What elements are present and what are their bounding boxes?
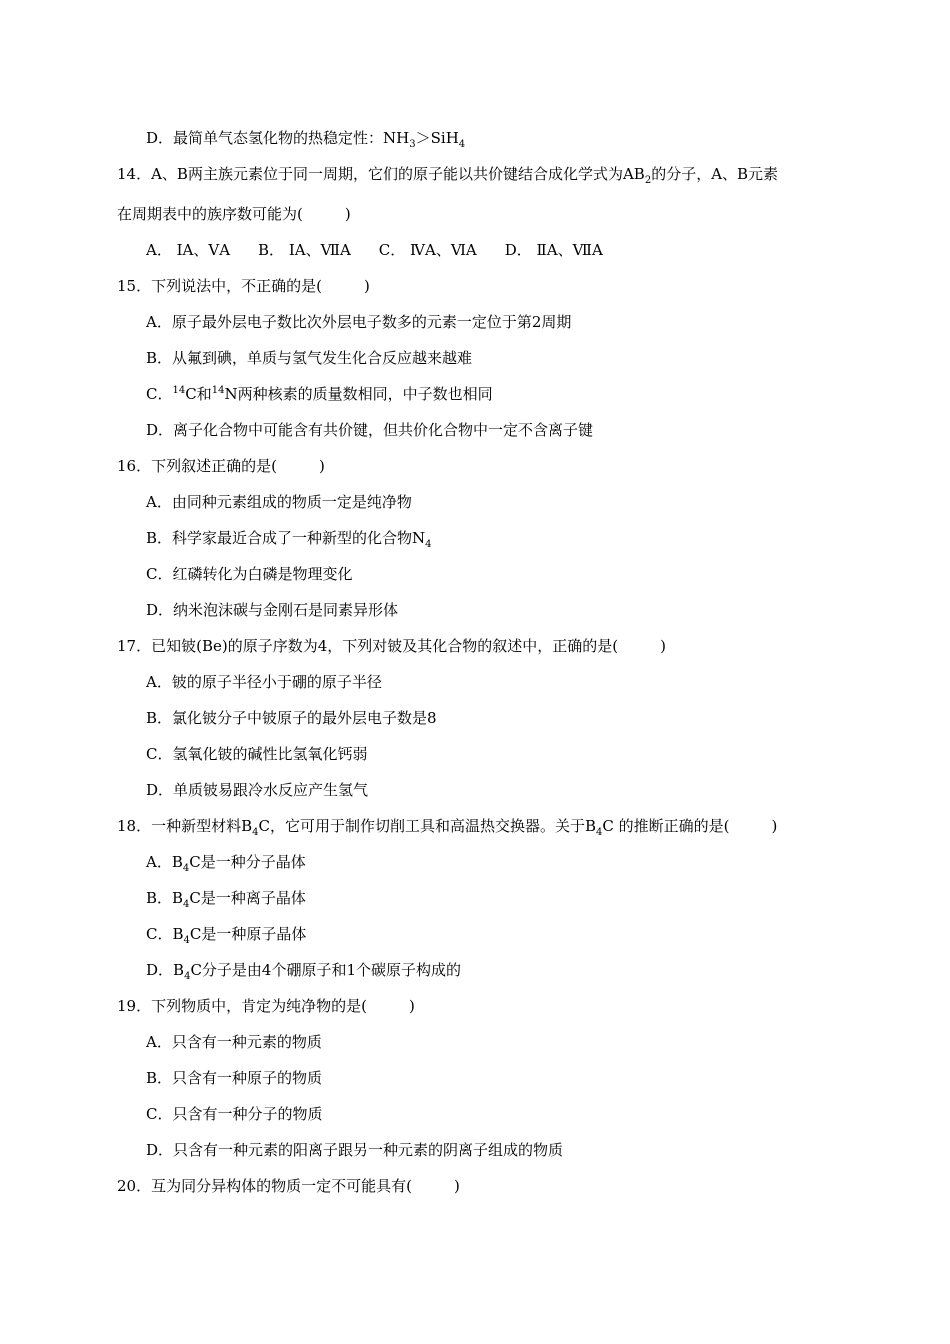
question-number: 19． [117, 997, 152, 1015]
q15-option-c [146, 384, 493, 404]
q18-option-c [146, 924, 306, 944]
q14-option-a: A． ⅠA、ⅤA [146, 241, 231, 259]
q18-option-b [146, 888, 306, 908]
question-text: ) [408, 997, 415, 1015]
option-text: C是一种离子晶体 [189, 889, 306, 907]
option-text: C是一种分子晶体 [189, 853, 306, 871]
question-text: ) [318, 457, 325, 475]
subscript: 4 [184, 971, 191, 982]
question-text: 下列说法中，不正确的是( [151, 277, 322, 295]
q19-option-b: B．只含有一种原子的物质 [146, 1069, 323, 1087]
option-text: C．B [146, 925, 184, 943]
question-text: ) [344, 205, 351, 223]
q19-option-c: C．只含有一种分子的物质 [146, 1105, 323, 1123]
q19-option-a: A．只含有一种元素的物质 [146, 1033, 322, 1051]
question-text: ) [660, 637, 666, 655]
question-text: 下列物质中，肯定为纯净物的是( [151, 997, 367, 1015]
question-text: ) [771, 817, 778, 835]
q14-stem-line1 [117, 164, 778, 184]
q16-option-a: A．由同种元素组成的物质一定是纯净物 [146, 493, 412, 511]
q14-stem-line2 [117, 204, 351, 224]
q20-stem [117, 1176, 460, 1196]
q17-option-a: A．铍的原子半径小于硼的原子半径 [146, 673, 382, 691]
question-text: 一种新型材料B [151, 817, 253, 835]
subscript: 4 [425, 539, 432, 550]
question-text: ) [453, 1177, 460, 1195]
question-number: 14． [117, 165, 152, 183]
subscript: 4 [183, 899, 190, 910]
subscript: 4 [182, 863, 190, 874]
option-text: N两种核素的质量数相同，中子数也相同 [224, 385, 493, 403]
option-text: ＞SiH [415, 129, 459, 147]
option-text: D．B [146, 961, 185, 979]
option-text: C是一种原子晶体 [189, 925, 307, 943]
q15-option-d: D．离子化合物中可能含有共价键，但共价化合物中一定不含离子键 [146, 421, 594, 439]
q16-option-d: D．纳米泡沫碳与金刚石是同素异形体 [146, 601, 399, 619]
superscript: 14 [211, 385, 225, 396]
q14-options [146, 240, 631, 260]
option-text: 最简单气态氢化物的热稳定性：NH [173, 129, 410, 147]
subscript: 4 [458, 139, 466, 150]
superscript: 14 [172, 385, 186, 396]
q14-option-d: D． ⅡA、ⅦA [504, 241, 603, 259]
question-text: 的分子，A、B元素 [651, 165, 779, 183]
q16-option-b [146, 528, 432, 548]
q17-stem [117, 636, 666, 656]
question-text: 下列叙述正确的是( [151, 457, 277, 475]
question-text: 已知铍(Be)的原子序数为4，下列对铍及其化合物的叙述中，正确的是( [151, 637, 619, 655]
question-text: 互为同分异构体的物质一定不可能具有( [151, 1177, 412, 1195]
option-label: D． [146, 129, 174, 147]
option-label: C． [146, 385, 173, 403]
q18-option-a [146, 852, 306, 872]
question-number: 17． [117, 637, 152, 655]
q18-stem [117, 816, 777, 836]
question-text: A、B两主族元素位于同一周期，它们的原子能以共价键结合成化学式为AB [151, 165, 645, 183]
q17-option-c: C．氢氧化铍的碱性比氢氧化钙弱 [146, 745, 368, 763]
subscript: 4 [252, 827, 259, 838]
subscript: 3 [409, 139, 416, 150]
question-text: C 的推断正确的是( [602, 817, 730, 835]
q15-option-a: A．原子最外层电子数比次外层电子数多的元素一定位于第2周期 [146, 313, 572, 331]
option-text: B．B [146, 889, 184, 907]
option-text: B．科学家最近合成了一种新型的化合物N [146, 529, 426, 547]
q16-stem [117, 456, 325, 476]
subscript: 2 [644, 175, 652, 186]
question-text: C，它可用于制作切削工具和高温热交换器。关于B [258, 817, 597, 835]
q14-option-b: B． ⅠA、ⅦA [258, 241, 351, 259]
q13-option-d [146, 128, 465, 148]
question-text: 在周期表中的族序数可能为( [117, 205, 303, 223]
q19-option-d: D．只含有一种元素的阳离子跟另一种元素的阴离子组成的物质 [146, 1141, 564, 1159]
subscript: 4 [183, 935, 190, 946]
option-text: C和 [185, 385, 212, 403]
q18-option-d [146, 960, 461, 980]
question-number: 18． [117, 817, 152, 835]
q15-option-b: B．从氟到碘，单质与氢气发生化合反应越来越难 [146, 349, 473, 367]
q19-stem [117, 996, 415, 1016]
option-text: A．B [146, 853, 183, 871]
q15-stem [117, 276, 370, 296]
question-number: 16． [117, 457, 152, 475]
option-text: C分子是由4个硼原子和1个碳原子构成的 [190, 961, 462, 979]
question-number: 15． [117, 277, 152, 295]
q17-option-d: D．单质铍易跟冷水反应产生氢气 [146, 781, 369, 799]
subscript: 4 [596, 827, 603, 838]
question-number: 20． [117, 1177, 152, 1195]
question-text: ) [363, 277, 370, 295]
q17-option-b: B．氯化铍分子中铍原子的最外层电子数是8 [146, 709, 437, 727]
q16-option-c: C．红磷转化为白磷是物理变化 [146, 565, 353, 583]
q14-option-c: C． ⅣA、ⅥA [378, 241, 477, 259]
